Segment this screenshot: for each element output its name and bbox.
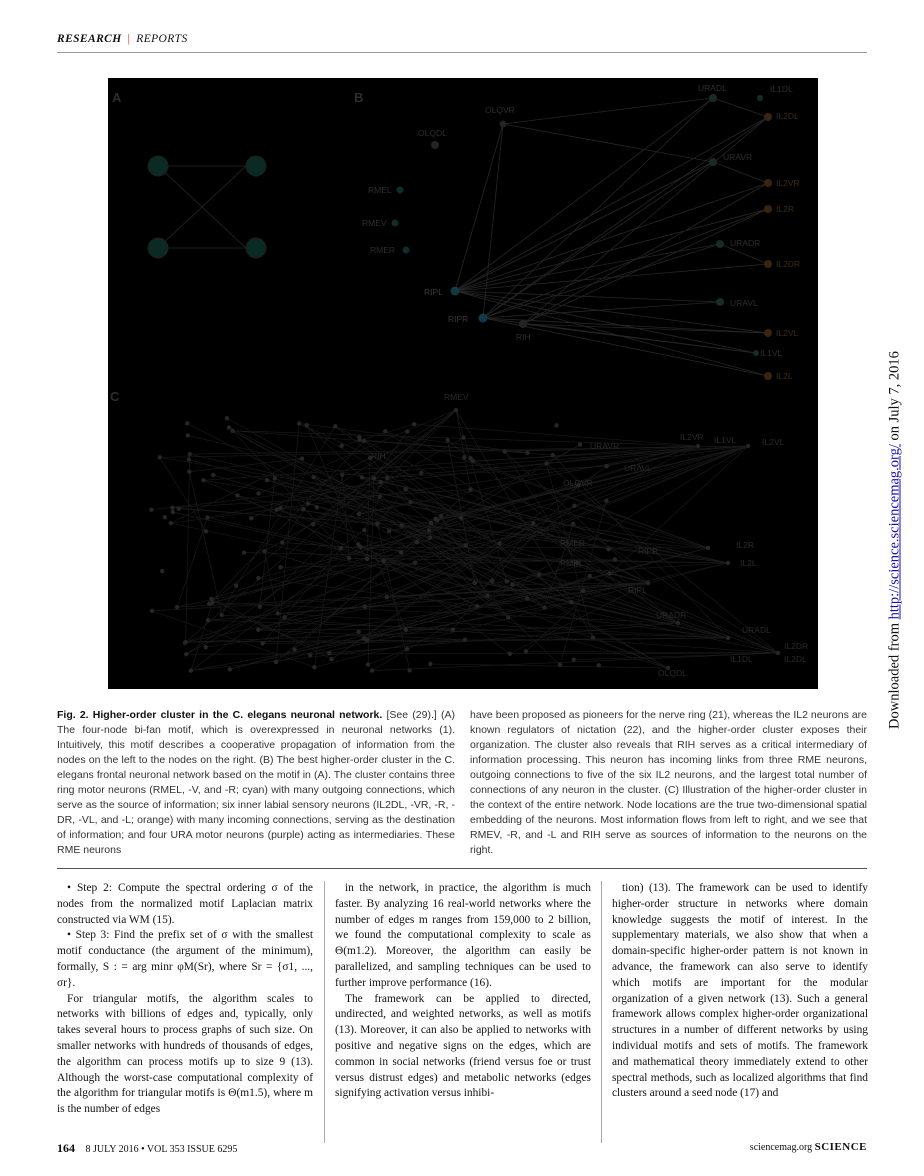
network-node: [187, 469, 191, 473]
lbl-ripr: RIPR: [448, 314, 469, 324]
node-rih: [519, 320, 527, 328]
network-node: [185, 421, 189, 425]
network-node: [163, 515, 167, 519]
network-edge: [191, 602, 572, 671]
network-node: [726, 636, 730, 640]
network-node: [170, 506, 174, 510]
lbl-c-il1vl: IL1VL: [714, 435, 737, 445]
network-node: [171, 510, 175, 514]
network-node: [502, 449, 506, 453]
network-node: [362, 636, 366, 640]
network-node: [572, 504, 576, 508]
network-node: [256, 576, 260, 580]
panel-b-label: B: [354, 90, 364, 105]
network-node: [292, 647, 296, 651]
figure-graphic: [108, 78, 818, 689]
lbl-c-uravr: URAVR: [590, 441, 620, 451]
network-node: [404, 628, 408, 632]
network-node: [531, 521, 535, 525]
node-olqvr: [500, 121, 507, 128]
bifan-motif: [148, 156, 266, 258]
network-node: [274, 660, 278, 664]
section-label: RESEARCH: [57, 33, 122, 45]
network-edge: [211, 599, 331, 659]
network-node: [385, 476, 389, 480]
network-node: [265, 478, 269, 482]
page-number: 164: [57, 1141, 75, 1155]
node-uravr: [709, 158, 717, 166]
lbl-il2vr: IL2VR: [776, 178, 800, 188]
network-node: [383, 429, 387, 433]
footer-right: [750, 1141, 867, 1153]
network-edge: [574, 506, 708, 548]
network-node: [297, 421, 301, 425]
lbl-c-il2dr: IL2DR: [784, 641, 809, 651]
paragraph: The framework can be applied to directed, undirected, and weighted networks, as well as motifs (13). Moreover, it can also be applied to networks with positive and negative signs on the edges, which are common in social networks (friend versus foe or trust versus distrust edges) and metabolic networks (edges signifying activation versus inhibi-: [335, 992, 591, 1100]
network-node: [696, 444, 700, 448]
network-node: [726, 561, 730, 565]
lbl-c-il2vr: IL2VR: [680, 432, 704, 442]
node-rmer: [403, 247, 410, 254]
node-ripl: [451, 287, 460, 296]
panel-c-label: C: [110, 389, 120, 404]
panel-c-network: [149, 408, 780, 673]
network-node: [160, 569, 164, 573]
network-node: [366, 662, 370, 666]
network-node: [158, 455, 162, 459]
network-edge: [160, 457, 206, 531]
network-node: [278, 506, 282, 510]
lbl-c-rmel: RMEL: [560, 558, 584, 568]
network-edge: [430, 664, 668, 668]
network-node: [403, 487, 407, 491]
network-edge: [372, 653, 778, 671]
network-node: [227, 425, 231, 429]
network-node: [304, 423, 308, 427]
network-node: [274, 507, 278, 511]
network-node: [340, 473, 344, 477]
motif-node: [148, 156, 168, 176]
lbl-c-il2vl: IL2VL: [762, 437, 785, 447]
node-il2vl: [764, 329, 772, 337]
page-footer: [57, 1141, 867, 1156]
download-prefix: Downloaded from: [886, 619, 903, 729]
network-node: [468, 487, 472, 491]
site-name: sciencemag.org: [749, 1142, 813, 1153]
network-node: [204, 529, 208, 533]
network-node: [206, 618, 210, 622]
network-node: [187, 457, 191, 461]
network-node: [311, 522, 315, 526]
panel-b-nodes: [392, 94, 773, 380]
lbl-c-il1dl: IL1DL: [730, 654, 753, 664]
network-node: [676, 621, 680, 625]
network-node: [365, 557, 369, 561]
download-suffix: on July 7, 2016: [886, 351, 903, 445]
network-node: [506, 615, 510, 619]
network-node: [508, 652, 512, 656]
subsection-label: REPORTS: [136, 33, 188, 45]
lbl-c-il2dl: IL2DL: [784, 654, 807, 664]
network-node: [188, 452, 192, 456]
lbl-rmer: RMER: [370, 245, 396, 255]
caption-right-text: have been proposed as pioneers for the nerve ring (21), whereas the IL2 neurons are known regulators of nictation (22), and the higher-order cluster exposes their organization. The cluster also reveals that RIH serves as a critical intermediary of information processing. This neuron has incoming links from three RME neurons, outgoing connections to five of the six IL2 neurons, and the largest total number of connections of any neuron in the cluster. (C) Illustration of the higher-order cluster in the context of the entire network. Node locations are the true two-dimensional spatial embedding of the neurons. Most information flows from left to right, and we see that RMEV, -R, and -L and RIH serve as sources of information to the neurons on the right.: [470, 709, 867, 856]
network-node: [184, 652, 188, 656]
network-node: [399, 523, 403, 527]
body-column-2: [335, 881, 591, 1102]
network-node: [230, 429, 234, 433]
figure-caption-left: [57, 708, 455, 858]
figure-2: [108, 78, 818, 689]
column-divider: [601, 881, 602, 1143]
motif-node: [246, 238, 266, 258]
network-node: [256, 491, 260, 495]
network-edge: [387, 446, 748, 597]
lbl-il1dl: IL1DL: [770, 84, 793, 94]
network-node: [372, 476, 376, 480]
network-node: [150, 609, 154, 613]
panel-b-labels: [362, 83, 800, 381]
network-node: [300, 456, 304, 460]
network-edge: [368, 649, 407, 665]
body-column-3: [612, 881, 868, 1102]
network-node: [312, 665, 316, 669]
network-node: [362, 439, 366, 443]
lbl-c-il2r: IL2R: [736, 540, 754, 550]
node-il2vr: [764, 179, 772, 187]
network-node: [459, 516, 463, 520]
network-node: [362, 528, 366, 532]
network-node: [554, 423, 558, 427]
lbl-olqdl: OLQDL: [418, 128, 447, 138]
node-rmev: [392, 220, 399, 227]
node-il1vl: [753, 350, 759, 356]
network-node: [454, 408, 458, 412]
network-node: [347, 556, 351, 560]
motif-node: [148, 238, 168, 258]
network-node: [205, 515, 209, 519]
download-link[interactable]: http://science.sciencemag.org/: [886, 444, 903, 620]
network-node: [578, 443, 582, 447]
network-node: [571, 658, 575, 662]
network-node: [427, 528, 431, 532]
network-edge: [186, 454, 190, 642]
download-note: [887, 351, 904, 729]
network-edge: [173, 512, 728, 638]
network-node: [370, 668, 374, 672]
lbl-c-il2l: IL2L: [740, 558, 757, 568]
paragraph: • Step 3: Find the prefix set of σ with the smallest motif conductance (the argument of the minimum), formally, S : = arg minr φM(Sr), where Sr = {σ1, ..., σr}.: [57, 929, 313, 989]
network-edge: [189, 472, 221, 615]
network-node: [525, 451, 529, 455]
node-olqdl: [431, 141, 439, 149]
network-node: [433, 517, 437, 521]
network-node: [706, 546, 710, 550]
lbl-c-ripr: RIPR: [638, 546, 659, 556]
lbl-rmev: RMEV: [362, 218, 387, 228]
network-node: [381, 559, 385, 563]
network-node: [497, 541, 501, 545]
network-node: [419, 471, 423, 475]
network-node: [588, 574, 592, 578]
network-node: [378, 480, 382, 484]
lbl-rmel: RMEL: [368, 185, 392, 195]
network-node: [428, 535, 432, 539]
lbl-uravl: URAVL: [730, 298, 758, 308]
network-edge: [453, 523, 533, 629]
network-node: [510, 582, 514, 586]
network-node: [525, 596, 529, 600]
network-node: [276, 611, 280, 615]
network-node: [537, 572, 541, 576]
node-uravl: [716, 298, 724, 306]
network-node: [399, 550, 403, 554]
network-node: [776, 651, 780, 655]
network-node: [605, 464, 609, 468]
network-node: [339, 444, 343, 448]
network-node: [360, 475, 364, 479]
network-node: [597, 663, 601, 667]
network-node: [258, 604, 262, 608]
lbl-uradr: URADR: [730, 238, 761, 248]
network-node: [413, 560, 417, 564]
lbl-c-uradl: URADL: [742, 625, 771, 635]
network-edge: [171, 459, 302, 524]
network-node: [405, 429, 409, 433]
panel-b-edges: [455, 98, 768, 376]
network-node: [461, 435, 465, 439]
network-node: [551, 453, 555, 457]
network-node: [387, 529, 391, 533]
network-node: [542, 605, 546, 609]
paragraph: tion) (13). The framework can be used to identify higher-order structure in networks where domain knowledge suggests the motif of interest. In the supplementary materials, we also show that when a domain-specific higher-order pattern is not known in advance, the framework can also serve to identify which motifs are important for the modular organization of a given network (13). Such a general framework allows complex higher-order organizational structures in a number of different networks by using individual motifs and sets of motifs. The framework and mathematical theory immediately extend to other spectral methods, such as localized algorithms that find clusters around a seed node (17) and: [612, 882, 868, 1100]
network-node: [211, 473, 215, 477]
network-node: [544, 461, 548, 465]
network-node: [189, 668, 193, 672]
running-header: [57, 33, 867, 45]
network-node: [149, 508, 153, 512]
network-node: [234, 583, 238, 587]
network-node: [485, 594, 489, 598]
network-node: [607, 571, 611, 575]
network-node: [375, 522, 379, 526]
network-node: [490, 579, 494, 583]
node-il2dr: [764, 260, 772, 268]
network-node: [201, 478, 205, 482]
node-il2r: [764, 205, 772, 213]
lbl-il1vl: IL1VL: [760, 348, 783, 358]
network-node: [451, 627, 455, 631]
network-node: [746, 444, 750, 448]
lbl-uravr: URAVR: [723, 152, 753, 162]
network-node: [333, 424, 337, 428]
network-node: [591, 635, 595, 639]
network-node: [613, 557, 617, 561]
network-node: [464, 543, 468, 547]
paragraph: • Step 2: Compute the spectral ordering σ of the nodes from the normalized motif Laplacian matrix constructed via WM (15).: [57, 882, 313, 926]
network-node: [175, 605, 179, 609]
network-node: [405, 647, 409, 651]
network-edge: [152, 611, 314, 667]
network-node: [462, 455, 466, 459]
node-uradr: [716, 240, 724, 248]
network-node: [256, 628, 260, 632]
network-node: [408, 500, 412, 504]
lbl-uradl: URADL: [698, 83, 727, 93]
network-node: [604, 499, 608, 503]
network-node: [306, 501, 310, 505]
lbl-il2l: IL2L: [776, 371, 793, 381]
network-node: [329, 657, 333, 661]
network-node: [260, 641, 264, 645]
network-edge: [177, 518, 207, 608]
network-node: [463, 638, 467, 642]
lbl-c-rih: RIH: [371, 451, 386, 461]
issue-info: 8 JULY 2016 • VOL 353 ISSUE 6295: [85, 1144, 238, 1155]
network-node: [220, 613, 224, 617]
motif-node: [246, 156, 266, 176]
lbl-c-olqdl: OLQDL: [658, 668, 687, 678]
lbl-c-rmev: RMEV: [444, 392, 469, 402]
network-node: [445, 438, 449, 442]
network-edge: [329, 623, 678, 653]
paragraph: For triangular motifs, the algorithm scales to networks with billions of edges and, typically, only takes several hours to process graphs of such size. On smaller networks with hundreds of thousands of edges, the algorithm can process motifs up to size 9 (13). Although the worst-case computational complexity of the algorithm for triangular motifs is Θ(m1.5), where m is the number of edges: [57, 992, 313, 1116]
network-node: [186, 433, 190, 437]
network-edge: [367, 563, 577, 640]
network-node: [311, 475, 315, 479]
lbl-c-olqvr: OLQVR: [563, 478, 593, 488]
panel-c-labels: [371, 392, 808, 678]
network-node: [242, 550, 246, 554]
network-node: [356, 630, 360, 634]
network-node: [308, 653, 312, 657]
node-il2l: [764, 372, 772, 380]
header-rule: [57, 52, 867, 53]
body-column-1: [57, 881, 313, 1118]
network-node: [273, 476, 277, 480]
network-node: [210, 600, 214, 604]
network-node: [225, 416, 229, 420]
network-node: [415, 540, 419, 544]
network-node: [378, 495, 382, 499]
network-node: [475, 604, 479, 608]
network-node: [204, 645, 208, 649]
figure-caption-right: [470, 708, 867, 858]
network-edge: [258, 578, 728, 638]
network-node: [471, 459, 475, 463]
column-divider: [324, 881, 325, 1143]
network-node: [301, 507, 305, 511]
network-node: [249, 516, 253, 520]
network-node: [177, 506, 181, 510]
node-ripr: [479, 314, 488, 323]
caption-left-text: [See (29).] (A) The four-node bi-fan motif, which is overexpressed in neuronal networks (1). Intuitively, this motif describes a cooperative propagation of information from the nodes on the left to the nodes on the right. (B) The best higher-order cluster in the C. elegans frontal neuronal network based on the motif in (A). The cluster contains three ring motor neurons (RMEL, -V, and -R; cyan) with many outgoing connections, which serve as the source of information; six inner labial sensory neurons (IL2DL, -VR, -R, -DR, -VL, and -L; orange) with many incoming connections, serving as the destination of information; and four URA motor neurons (purple) acting as intermediaries. These RME neurons: [57, 709, 455, 856]
paragraph: in the network, in practice, the algorithm is much faster. By analyzing 16 real-world networks where the number of edges m ranges from 159,000 to 2 billion, we found the computational complexity to scale as Θ(m1.2). Moreover, the algorithm can easily be parallelized, and sampling techniques can be used to further improve performance (16).: [335, 882, 591, 989]
lbl-il2dr: IL2DR: [776, 259, 801, 269]
header-separator: |: [127, 33, 131, 45]
network-node: [169, 521, 173, 525]
lbl-ripl: RIPL: [424, 287, 443, 297]
network-edge: [314, 475, 342, 667]
journal-name: SCIENCE: [814, 1141, 867, 1153]
network-node: [356, 542, 360, 546]
node-rmel: [397, 187, 404, 194]
network-node: [558, 663, 562, 667]
lbl-il2vl: IL2VL: [776, 328, 799, 338]
network-node: [315, 505, 319, 509]
lbl-olqvr: OLQVR: [485, 105, 515, 115]
lbl-rih: RIH: [516, 332, 531, 342]
lbl-c-ripl: RIPL: [628, 585, 647, 595]
network-node: [524, 649, 528, 653]
network-node: [183, 640, 187, 644]
lbl-il2r: IL2R: [776, 204, 794, 214]
network-node: [282, 615, 286, 619]
lbl-c-rmer: RMER: [560, 538, 586, 548]
network-node: [439, 514, 443, 518]
panel-a-label: A: [112, 90, 122, 105]
caption-title: Fig. 2. Higher-order cluster in the C. elegans neuronal network.: [57, 709, 383, 721]
network-edge: [526, 446, 748, 651]
network-node: [385, 595, 389, 599]
network-edge: [186, 530, 364, 654]
node-uradl: [709, 94, 717, 102]
network-node: [262, 549, 266, 553]
network-node: [358, 438, 362, 442]
lbl-c-uradr: URADR: [656, 610, 687, 620]
network-node: [339, 546, 343, 550]
network-node: [278, 565, 282, 569]
lbl-il2dl: IL2DL: [776, 111, 799, 121]
node-il1dl: [757, 95, 763, 101]
caption-rule: [57, 868, 867, 869]
network-node: [581, 589, 585, 593]
network-node: [571, 522, 575, 526]
network-node: [362, 604, 366, 608]
network-node: [407, 668, 411, 672]
network-node: [606, 547, 610, 551]
network-node: [280, 540, 284, 544]
node-il2dl: [764, 113, 772, 121]
network-node: [428, 662, 432, 666]
network-node: [569, 600, 573, 604]
network-node: [235, 493, 239, 497]
network-node: [505, 579, 509, 583]
lbl-c-uravl: URAVL: [624, 463, 652, 473]
network-node: [228, 667, 232, 671]
network-node: [473, 581, 477, 585]
network-node: [412, 422, 416, 426]
network-node: [327, 651, 331, 655]
network-node: [209, 597, 213, 601]
network-node: [429, 521, 433, 525]
network-node: [357, 512, 361, 516]
